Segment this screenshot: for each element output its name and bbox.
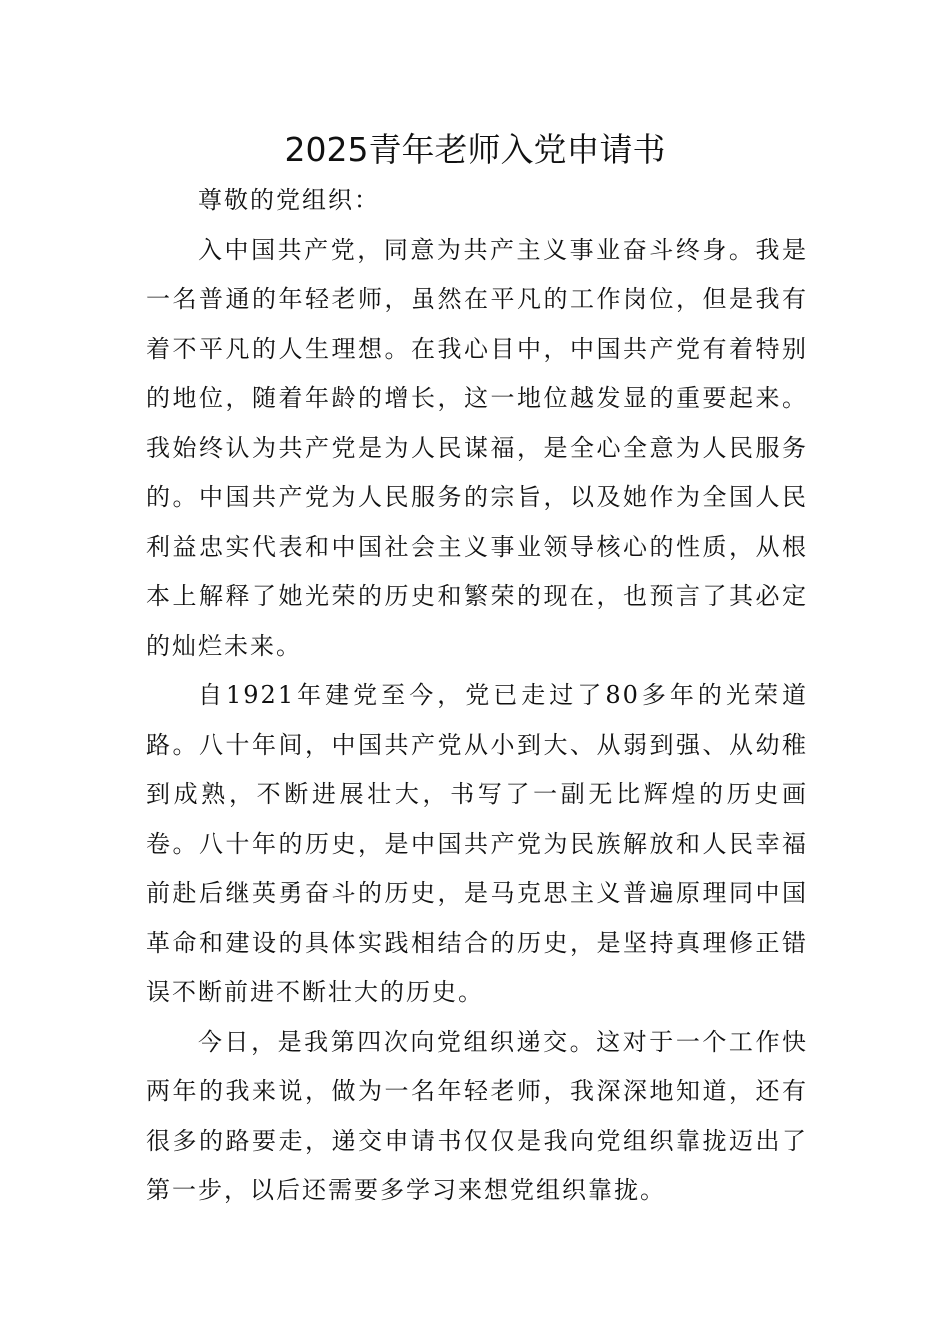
paragraph-1: 入中国共产党，同意为共产主义事业奋斗终身。我是一名普通的年轻老师，虽然在平凡的工作岗位，但是我有着不平凡的人生理想。在我心目中，中国共产党有着特别的地位，随着年龄的增长，这一地位越发显的重要起来。我始终认为共产党是为人民谋福，是全心全意为人民服务的。中国共产党为人民服务的宗旨，以及她作为全国人民利益忠实代表和中国社会主义事业领导核心的性质，从根本上解释了她光荣的历史和繁荣的现在，也预言了其必定的灿烂未来。 <box>146 235 808 660</box>
salutation: 尊敬的党组织： <box>198 186 380 214</box>
document-title: 2025青年老师入党申请书 <box>284 130 666 169</box>
paragraph-2: 自1921年建党至今，党已走过了80多年的光荣道路。八十年间，中国共产党从小到大、从弱到强、从幼稚到成熟，不断进展壮大，书写了一副无比辉煌的历史画卷。八十年的历史，是中国共产党为民族解放和人民幸福前赴后继英勇奋斗的历史，是马克思主义普遍原理同中国革命和建设的具体实践相结合的历史，是坚持真理修正错误不断前进不断壮大的历史。 <box>146 681 808 1006</box>
paragraph-3: 今日，是我第四次向党组织递交。这对于一个工作快两年的我来说，做为一名年轻老师，我深深地知道，还有很多的路要走，递交申请书仅仅是我向党组织靠拢迈出了第一步，以后还需要多学习来想党组织靠拢。 <box>146 1027 808 1204</box>
document-body <box>146 176 808 1216</box>
